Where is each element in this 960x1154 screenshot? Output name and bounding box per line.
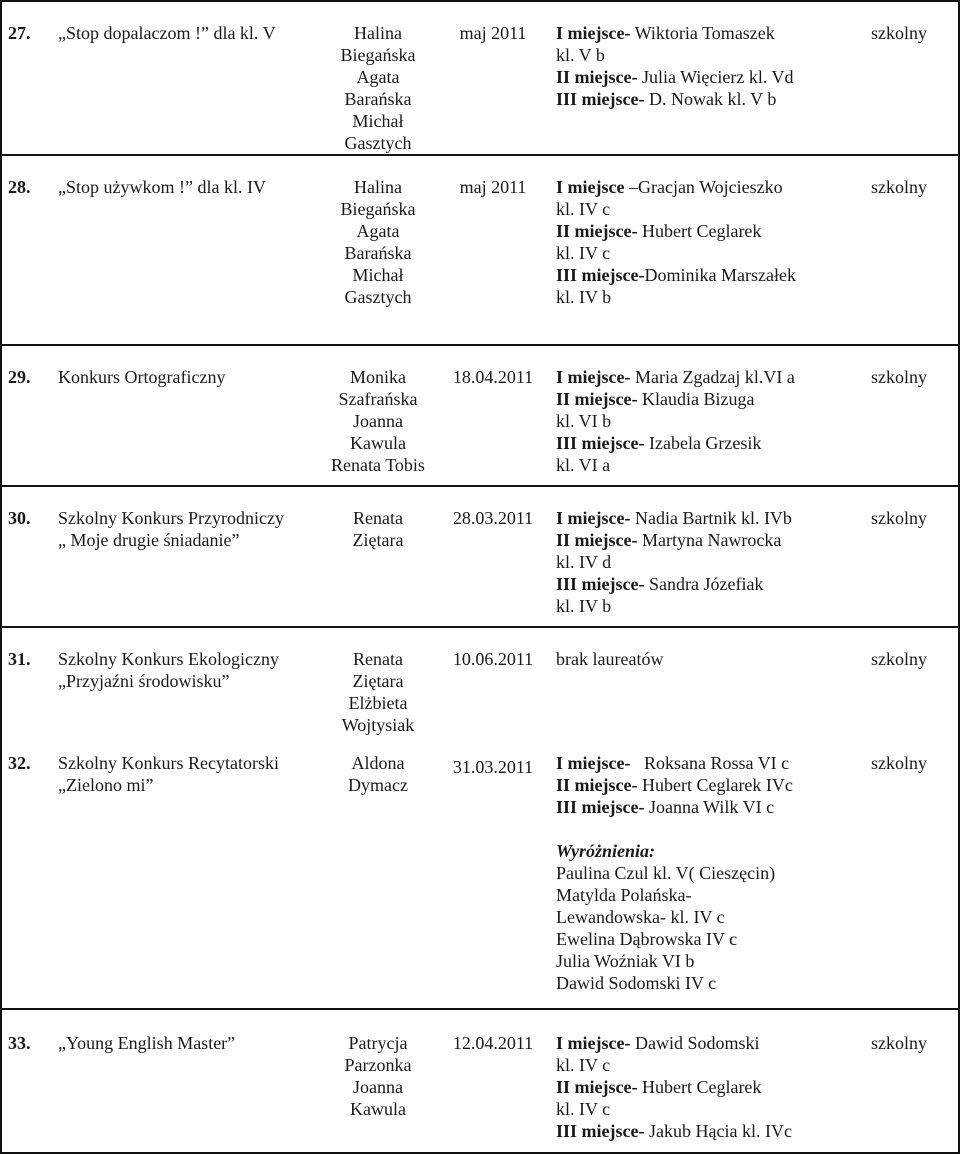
table-rule	[0, 0, 960, 2]
winner-name: kl. IV b	[556, 287, 612, 307]
winner-name: brak laureatów	[556, 649, 664, 669]
place-label: II miejsce-	[556, 389, 638, 409]
result-line	[556, 648, 836, 670]
competition-date: 12.04.2011	[452, 1033, 534, 1053]
result-line	[556, 66, 836, 88]
cell-line: Szafrańska	[338, 389, 418, 409]
cell-line: „Przyjaźni środowisku”	[58, 671, 230, 691]
cell-line: Michał	[352, 111, 404, 131]
organizers	[328, 22, 428, 154]
winner-name: kl. VI a	[556, 455, 611, 475]
result-line	[556, 176, 836, 198]
cell-line: Renata	[353, 649, 403, 669]
table-rule	[0, 1008, 960, 1010]
row-number: 28.	[8, 177, 31, 197]
winner-name: Nadia Bartnik kl. IVb	[630, 508, 792, 528]
organizers	[328, 648, 428, 736]
result-line	[556, 573, 836, 595]
winner-name: kl. V b	[556, 45, 605, 65]
place-label: II miejsce-	[556, 1077, 638, 1097]
row-number: 31.	[8, 649, 31, 669]
cell-line: Paulina Czul kl. V( Cieszęcin)	[556, 863, 776, 883]
winner-name: kl. IV c	[556, 1099, 611, 1119]
cell-line: Szkolny Konkurs Recytatorski	[58, 753, 279, 773]
cell-line: Konkurs Ortograficzny	[58, 367, 226, 387]
cell-line: Biegańska	[340, 199, 416, 219]
winner-name: Izabela Grzesik	[644, 433, 762, 453]
table-rule	[0, 485, 960, 487]
cell-line: Lewandowska- kl. IV c	[556, 907, 725, 927]
result-line	[556, 44, 836, 66]
results	[556, 366, 836, 476]
cell-line: Monika	[350, 367, 406, 387]
result-line	[556, 774, 836, 796]
cell-line: Elżbieta	[348, 693, 408, 713]
competition-level: szkolny	[871, 367, 927, 387]
result-line	[556, 220, 836, 242]
cell-line: „ Moje drugie śniadanie”	[58, 530, 240, 550]
cell-line: Biegańska	[340, 45, 416, 65]
cell-line: Kawula	[350, 433, 406, 453]
cell-line: Renata Tobis	[331, 455, 425, 475]
winner-name: Wiktoria Tomaszek	[630, 23, 775, 43]
winner-name: kl. IV b	[556, 596, 612, 616]
place-label: III miejsce-	[556, 797, 645, 817]
result-line	[556, 388, 836, 410]
winner-name: Dawid Sodomski	[630, 1033, 760, 1053]
cell-line: Ziętara	[352, 671, 404, 691]
place-label: I miejsce	[556, 177, 629, 197]
results	[556, 176, 836, 308]
winner-name: Roksana Rossa VI c	[630, 753, 790, 773]
cell-line: Barańska	[344, 89, 412, 109]
winner-name: Dominika Marszałek	[644, 265, 796, 285]
result-line	[556, 1054, 836, 1076]
winner-name: Julia Więcierz kl. Vd	[637, 67, 794, 87]
result-line	[556, 242, 836, 264]
cell-line: „Stop dopalaczom !” dla kl. V	[58, 23, 276, 43]
place-label: III miejsce-	[556, 1121, 645, 1141]
competition-title	[58, 1032, 328, 1054]
competition-title	[58, 752, 328, 796]
place-label: I miejsce-	[556, 1033, 631, 1053]
table-border	[0, 0, 2, 1154]
cell-line: Michał	[352, 265, 404, 285]
winner-name: Hubert Ceglarek	[637, 1077, 762, 1097]
competition-title	[58, 648, 328, 692]
place-label: II miejsce-	[556, 530, 638, 550]
competition-level: szkolny	[871, 23, 927, 43]
cell-line: „Young English Master”	[58, 1033, 236, 1053]
row-number: 27.	[8, 23, 31, 43]
cell-line: Julia Woźniak VI b	[556, 951, 695, 971]
competition-date: maj 2011	[459, 23, 527, 43]
result-line	[556, 88, 836, 110]
winner-name: kl. IV c	[556, 199, 611, 219]
competition-title	[58, 176, 328, 198]
winner-name: Joanna Wilk VI c	[644, 797, 775, 817]
row-number: 32.	[8, 753, 31, 773]
row-number: 30.	[8, 508, 31, 528]
cell-line: „Zielono mi”	[58, 775, 154, 795]
place-label: I miejsce-	[556, 753, 631, 773]
place-label: II miejsce-	[556, 775, 638, 795]
result-line	[556, 1120, 836, 1142]
results	[556, 1032, 836, 1142]
cell-line: Gasztych	[344, 287, 412, 307]
results	[556, 648, 836, 670]
result-line	[556, 454, 836, 476]
cell-line: Matylda Polańska-	[556, 885, 692, 905]
place-label: II miejsce-	[556, 221, 638, 241]
competition-level: szkolny	[871, 508, 927, 528]
competition-date: 18.04.2011	[452, 367, 534, 387]
place-label: I miejsce-	[556, 367, 631, 387]
cell-line: Agata	[356, 221, 400, 241]
place-label: II miejsce-	[556, 67, 638, 87]
result-line	[556, 1098, 836, 1120]
cell-line: Szkolny Konkurs Ekologiczny	[58, 649, 279, 669]
winner-name: Klaudia Bizuga	[637, 389, 755, 409]
cell-line: „Stop używkom !” dla kl. IV	[58, 177, 266, 197]
place-label: III miejsce-	[556, 574, 645, 594]
competition-level: szkolny	[871, 649, 927, 669]
row-number: 29.	[8, 367, 31, 387]
place-label: I miejsce-	[556, 508, 631, 528]
winner-name: Sandra Józefiak	[644, 574, 764, 594]
spacer	[556, 818, 836, 840]
table-rule	[0, 626, 960, 628]
competition-level: szkolny	[871, 177, 927, 197]
cell-line: Barańska	[344, 243, 412, 263]
cell-line: Kawula	[350, 1099, 406, 1119]
place-label: III miejsce-	[556, 89, 645, 109]
result-line	[556, 264, 836, 286]
cell-line: Parzonka	[344, 1055, 412, 1075]
result-line	[556, 432, 836, 454]
competition-date: 28.03.2011	[452, 508, 534, 528]
cell-line: Halina	[354, 177, 402, 197]
competition-level: szkolny	[871, 753, 927, 773]
cell-line: Ewelina Dąbrowska IV c	[556, 929, 738, 949]
result-line	[556, 1076, 836, 1098]
results	[556, 752, 836, 994]
winner-name: Hubert Ceglarek IVc	[637, 775, 793, 795]
organizers	[328, 507, 428, 551]
competition-date: 31.03.2011	[452, 757, 534, 777]
cell-line: Patrycja	[348, 1033, 408, 1053]
winner-name: D. Nowak kl. V b	[644, 89, 777, 109]
competition-title	[58, 22, 328, 44]
result-line	[556, 366, 836, 388]
winner-name: Maria Zgadzaj kl.VI a	[630, 367, 795, 387]
organizers	[328, 176, 428, 308]
cell-line: Agata	[356, 67, 400, 87]
organizers	[328, 1032, 428, 1120]
competition-date: maj 2011	[459, 177, 527, 197]
cell-line: Wojtysiak	[341, 715, 415, 735]
winner-name: kl. IV c	[556, 1055, 611, 1075]
result-line	[556, 198, 836, 220]
cell-line: Ziętara	[352, 530, 404, 550]
table-rule	[0, 154, 960, 156]
winner-name: Martyna Nawrocka	[637, 530, 782, 550]
place-label: III miejsce-	[556, 265, 645, 285]
table-rule	[0, 344, 960, 346]
results	[556, 22, 836, 110]
results	[556, 507, 836, 617]
result-line	[556, 507, 836, 529]
result-line	[556, 529, 836, 551]
competition-title	[58, 366, 328, 388]
cell-line: Wyróżnienia:	[556, 841, 656, 861]
cell-line: Szkolny Konkurs Przyrodniczy	[58, 508, 284, 528]
cell-line: Dymacz	[348, 775, 408, 795]
place-label: III miejsce-	[556, 433, 645, 453]
result-line	[556, 551, 836, 573]
winner-name: kl. IV d	[556, 552, 612, 572]
winner-name: kl. VI b	[556, 411, 612, 431]
place-label: I miejsce-	[556, 23, 631, 43]
cell-line: Halina	[354, 23, 402, 43]
cell-line: Gasztych	[344, 133, 412, 153]
competition-level: szkolny	[871, 1033, 927, 1053]
winner-name: –Gracjan Wojcieszko	[628, 177, 783, 197]
result-line	[556, 410, 836, 432]
cell-line: Dawid Sodomski IV c	[556, 973, 717, 993]
cell-line: Aldona	[351, 753, 405, 773]
row-number: 33.	[8, 1033, 31, 1053]
result-line	[556, 286, 836, 308]
result-line	[556, 22, 836, 44]
cell-line: Renata	[353, 508, 403, 528]
winner-name: kl. IV c	[556, 243, 611, 263]
organizers	[328, 752, 428, 796]
winner-name: Hubert Ceglarek	[637, 221, 762, 241]
result-line	[556, 796, 836, 818]
result-line	[556, 752, 836, 774]
result-line	[556, 1032, 836, 1054]
competition-title	[58, 507, 328, 551]
cell-line: Joanna	[353, 411, 403, 431]
winner-name: Jakub Hącia kl. IVc	[644, 1121, 792, 1141]
cell-line: Joanna	[353, 1077, 403, 1097]
organizers	[328, 366, 428, 476]
result-line	[556, 595, 836, 617]
competition-date: 10.06.2011	[452, 649, 534, 669]
